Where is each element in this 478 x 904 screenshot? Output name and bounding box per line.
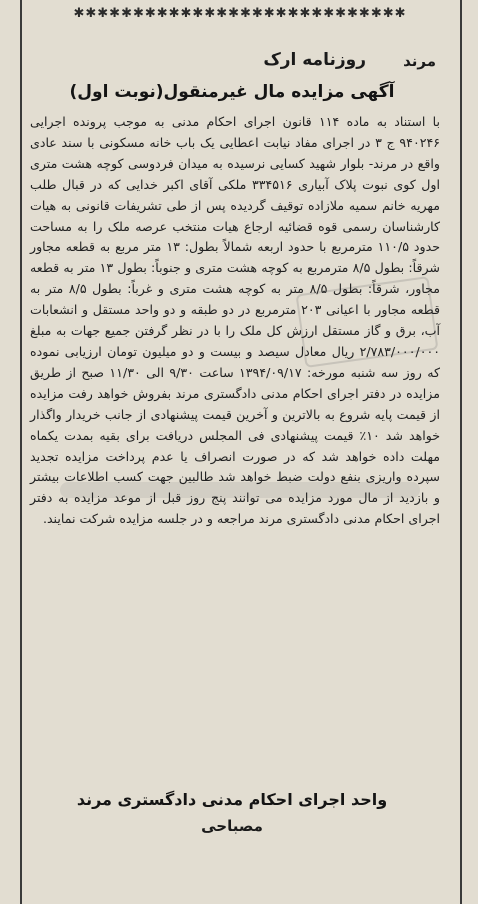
city-name: مرند — [403, 52, 436, 70]
notice-body: با استناد به ماده ۱۱۴ قانون اجرای احکام مدنی به موجب پرونده اجرایی ۹۴۰۲۴۶ ج ۳ در اجرای مفاد نیابت اعطایی یک باب خانه مسکونی با سند عادی واقع در مرند- بلوار شهید کسایی نرسیده به میدان فردوسی کوچه هشت متری اول کوی نبوت پلاک آبیاری ۳۳۴۵۱۶ ملکی آقای اکبر خدایی که در قبال طلب مهریه خانم سمیه ملازاده توقیف گردیده پس از طی تشریفات قانونی به هیات کارشناسان رسمی قوه قضائیه ارجاع هیات منتخب عرصه ملک را به مساحت حدود ۱۱۰/۵ مترمربع با حدود اربعه شمالاً بطول: ۱۳ متر مربع به قطعه مجاور شرقاً: بطول ۸/۵ مترمربع به کوچه هشت متری و جنوباً: بطول ۱۳ متر به قطعه مجاور، شرقاً: بطول ۸/۵ متر به کوچه هشت متری و غرباً: بطول ۸/۵ متر به قطعه مجاور با اعیانی ۲۰۳ مترمربع در دو طبقه و دو واحد مستقل و انشعابات آب، برق و گاز مستقل ارزش کل ملک را با در نظر گرفتن جمیع جهات به مبلغ ۲/۷۸۳/۰۰۰/۰۰۰ ریال معادل سیصد و بیست و دو میلیون تومان ارزیابی نموده که روز سه شنبه مورخه: ۱۳۹۴/۰۹/۱۷ ساعت ۹/۳۰ الی ۱۱/۳۰ صبح از طریق مزایده در دفتر اجرای احکام مدنی دادگستری مرند بفروش خواهد رفت مزایده از قیمت پایه شروع به بالاترین و آخرین قیمت پیشنهادی از جانب خریدار واگذار خواهد شد ۱۰٪ قیمت پیشنهادی فی المجلس دریافت برای بقیه بمدت یکماه مهلت داده خواهد شد که در صورت انصراف یا عدم پرداخت مزایده تجدید سپرده واریزی بنفع دولت ضبط خواهد شد طالبین جهت کسب اطلاعات بیشتر و بازدید از مال مورد مزایده می توانند پنج روز قبل از موعد مزایده به دفتر اجرای احکام مدنی دادگستری مرند مراجعه و در جلسه مزایده شرکت نمایند. — [30, 114, 441, 527]
clipping-header — [28, 50, 436, 80]
left-border-line — [20, 0, 22, 904]
star-decoration-row: ✱✱✱✱✱✱✱✱✱✱✱✱✱✱✱✱✱✱✱✱✱✱✱✱✱✱✱✱ — [73, 6, 407, 21]
signatory-name: مصباحی — [201, 817, 263, 835]
right-border-line — [460, 0, 462, 904]
notice-title: آگهی مزایده مال غیرمنقول(نوبت اول) — [69, 82, 395, 102]
newspaper-name: روزنامه ارک — [263, 50, 366, 70]
issuing-unit: واحد اجرای احکام مدنی دادگستری مرند — [76, 790, 388, 809]
